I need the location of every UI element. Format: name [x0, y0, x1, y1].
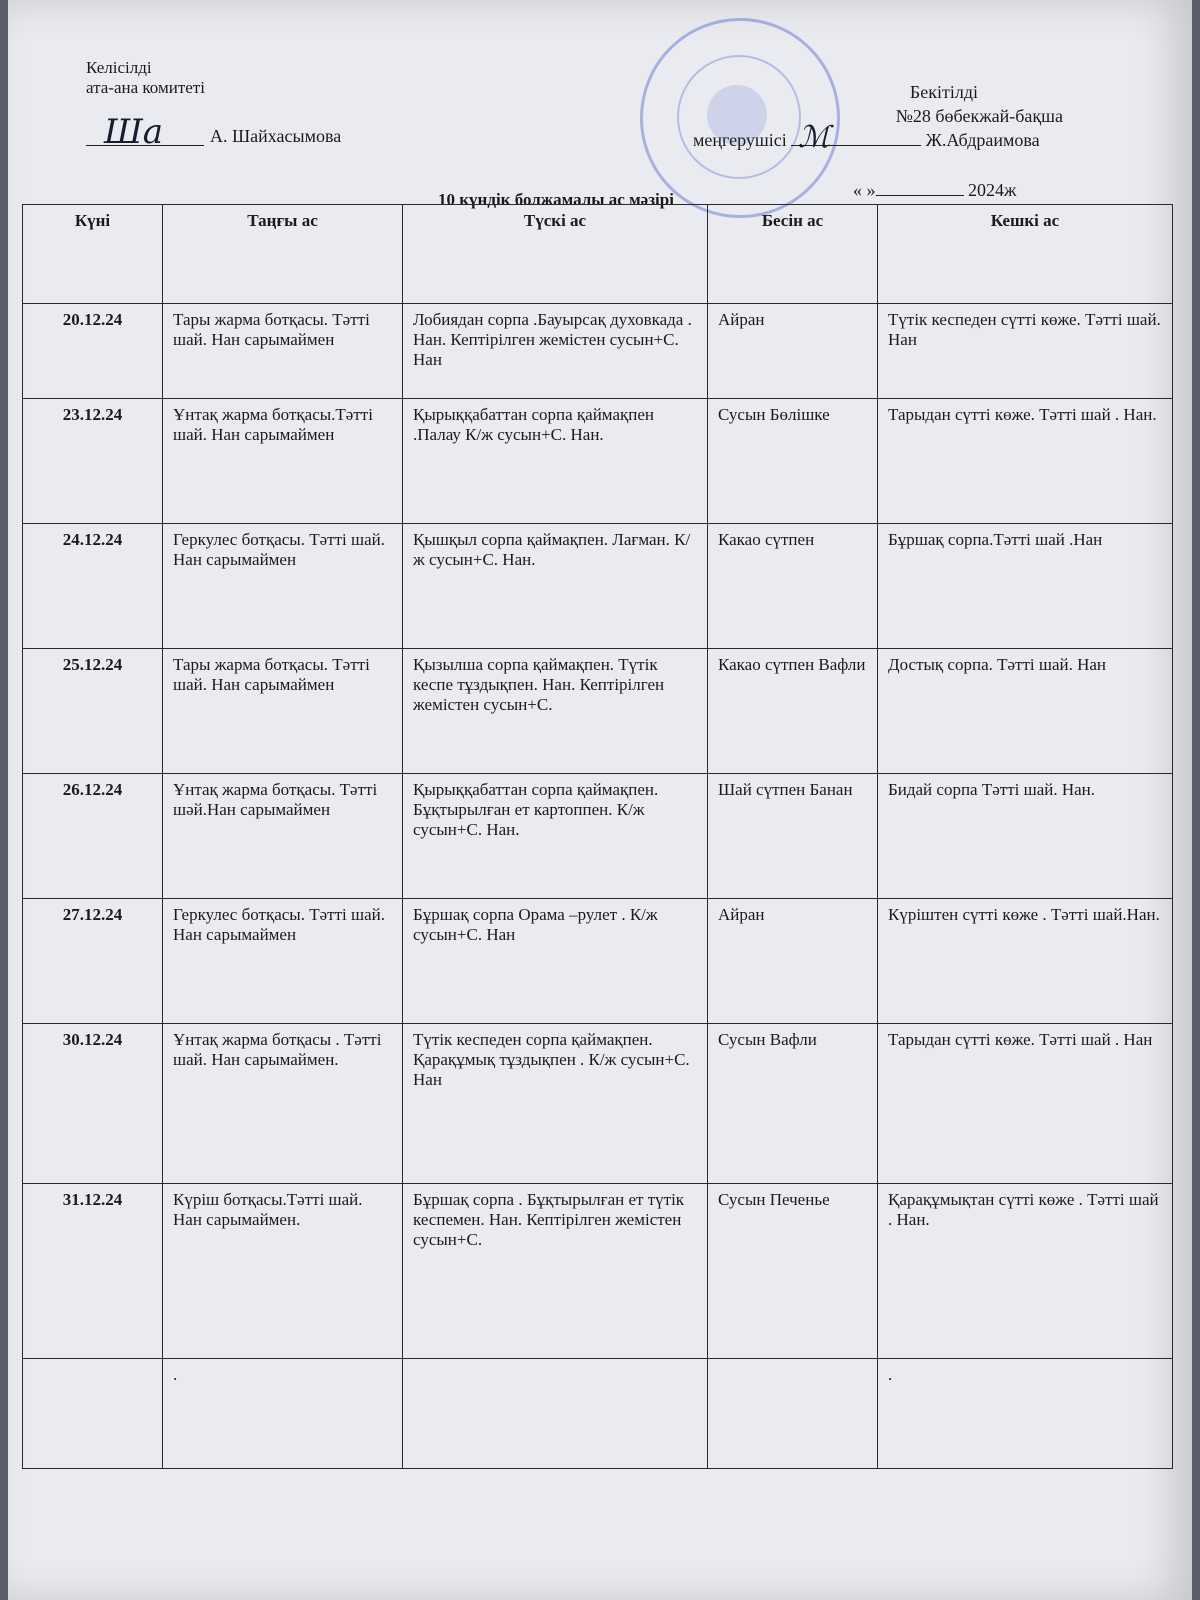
row-snack — [708, 1359, 878, 1469]
header-day: Күні — [23, 205, 163, 304]
row-dinner: Тарыдан сүтті көже. Тәтті шай . Нан — [878, 1024, 1173, 1184]
row-snack: Айран — [708, 304, 878, 399]
approved-label: Бекітілді — [909, 82, 978, 102]
table-row — [23, 524, 1173, 649]
row-lunch: Түтік кеспеден сорпа қаймақпен. Қарақұмық тұздықпен . К/ж сусын+С. Нан — [403, 1024, 708, 1184]
row-dinner: Түтік кеспеден сүтті көже. Тәтті шай. Нан — [878, 304, 1173, 399]
row-breakfast: Тары жарма ботқасы. Тәтті шай. Нан сарымаймен — [163, 649, 403, 774]
date-line — [853, 180, 1016, 201]
left-signer-name: А. Шайхасымова — [210, 126, 342, 146]
table-row — [23, 1359, 1173, 1469]
row-snack: Какао сүтпен — [708, 524, 878, 649]
table-row — [23, 1024, 1173, 1184]
head-role: меңгерушісі — [693, 130, 787, 150]
row-dinner: Тарыдан сүтті көже. Тәтті шай . Нан. — [878, 399, 1173, 524]
row-snack: Айран — [708, 899, 878, 1024]
row-dinner: Қарақұмықтан сүтті көже . Тәтті шай . Нан. — [878, 1184, 1173, 1359]
table-row — [23, 399, 1173, 524]
row-snack: Сусын Печенье — [708, 1184, 878, 1359]
row-dinner: Күріштен сүтті көже . Тәтті шай.Нан. — [878, 899, 1173, 1024]
row-breakfast: Ұнтақ жарма ботқасы.Тәтті шай. Нан сарымаймен — [163, 399, 403, 524]
header-breakfast: Таңғы ас — [163, 205, 403, 304]
table-row — [23, 304, 1173, 399]
date-year: 2024ж — [968, 180, 1017, 200]
row-lunch: Қызылша сорпа қаймақпен. Түтік кеспе тұздықпен. Нан. Кептірілген жемістен сусын+С. — [403, 649, 708, 774]
committee-label: ата-ана комитеті — [86, 78, 205, 97]
row-snack: Сусын Бөлішке — [708, 399, 878, 524]
row-lunch: Қышқыл сорпа қаймақпен. Лағман. К/ж сусын+С. Нан. — [403, 524, 708, 649]
row-lunch: Бұршақ сорпа . Бұқтырылған ет түтік кеспемен. Нан. Кептірілген жемістен сусын+С. — [403, 1184, 708, 1359]
kindergarten-name: №28 бөбекжай-бақша — [895, 106, 1063, 126]
header-snack: Бесін ас — [708, 205, 878, 304]
row-dinner: Достық сорпа. Тәтті шай. Нан — [878, 649, 1173, 774]
row-date: 20.12.24 — [23, 304, 163, 399]
row-lunch: Бұршақ сорпа Орама –рулет . К/ж сусын+С. Нан — [403, 899, 708, 1024]
agreed-label: Келісілді — [86, 58, 152, 77]
row-date: 26.12.24 — [23, 774, 163, 899]
row-dinner: . — [878, 1359, 1173, 1469]
row-date: 23.12.24 — [23, 399, 163, 524]
approval-right — [693, 80, 1063, 152]
row-date: 27.12.24 — [23, 899, 163, 1024]
table-row — [23, 774, 1173, 899]
header-lunch: Түскі ас — [403, 205, 708, 304]
head-signature-line — [693, 128, 1063, 152]
row-breakfast: Геркулес ботқасы. Тәтті шай. Нан сарымаймен — [163, 524, 403, 649]
row-breakfast: Ұнтақ жарма ботқасы . Тәтті шай. Нан сарымаймен. — [163, 1024, 403, 1184]
row-breakfast: Күріш ботқасы.Тәтті шай. Нан сарымаймен. — [163, 1184, 403, 1359]
row-snack: Сусын Вафли — [708, 1024, 878, 1184]
table-row — [23, 899, 1173, 1024]
head-name: Ж.Абдраимова — [925, 130, 1040, 150]
row-snack: Какао сүтпен Вафли — [708, 649, 878, 774]
date-blank — [876, 195, 964, 196]
row-breakfast: Ұнтақ жарма ботқасы. Тәтті шәй.Нан сарымаймен — [163, 774, 403, 899]
menu-table — [22, 204, 1173, 1469]
row-dinner: Бидай сорпа Тәтті шай. Нан. — [878, 774, 1173, 899]
table-header-row — [23, 205, 1173, 304]
row-date: 30.12.24 — [23, 1024, 163, 1184]
row-date: 24.12.24 — [23, 524, 163, 649]
row-date: 31.12.24 — [23, 1184, 163, 1359]
date-quotes: « » — [853, 180, 876, 200]
row-snack: Шай сүтпен Банан — [708, 774, 878, 899]
table-row — [23, 1184, 1173, 1359]
right-handwritten-signature: ℳ — [798, 120, 831, 155]
row-lunch: Қырыққабаттан сорпа қаймақпен. Бұқтырылған ет картоппен. К/ж сусын+С. Нан. — [403, 774, 708, 899]
left-handwritten-signature: Ша — [104, 112, 164, 152]
row-lunch: Лобиядан сорпа .Бауырсақ духовкада . Нан. Кептірілген жемістен сусын+С. Нан — [403, 304, 708, 399]
row-breakfast: . — [163, 1359, 403, 1469]
header-dinner: Кешкі ас — [878, 205, 1173, 304]
row-dinner: Бұршақ сорпа.Тәтті шай .Нан — [878, 524, 1173, 649]
menu-title: 10 күндік болжамалы ас мәзірі — [438, 190, 674, 209]
row-date — [23, 1359, 163, 1469]
row-date: 25.12.24 — [23, 649, 163, 774]
row-lunch: Қырыққабаттан сорпа қаймақпен .Палау К/ж сусын+С. Нан. — [403, 399, 708, 524]
row-breakfast: Геркулес ботқасы. Тәтті шай. Нан сарымаймен — [163, 899, 403, 1024]
document-page — [8, 0, 1192, 1600]
row-lunch — [403, 1359, 708, 1469]
table-row — [23, 649, 1173, 774]
row-breakfast: Тары жарма ботқасы. Тәтті шай. Нан сарымаймен — [163, 304, 403, 399]
